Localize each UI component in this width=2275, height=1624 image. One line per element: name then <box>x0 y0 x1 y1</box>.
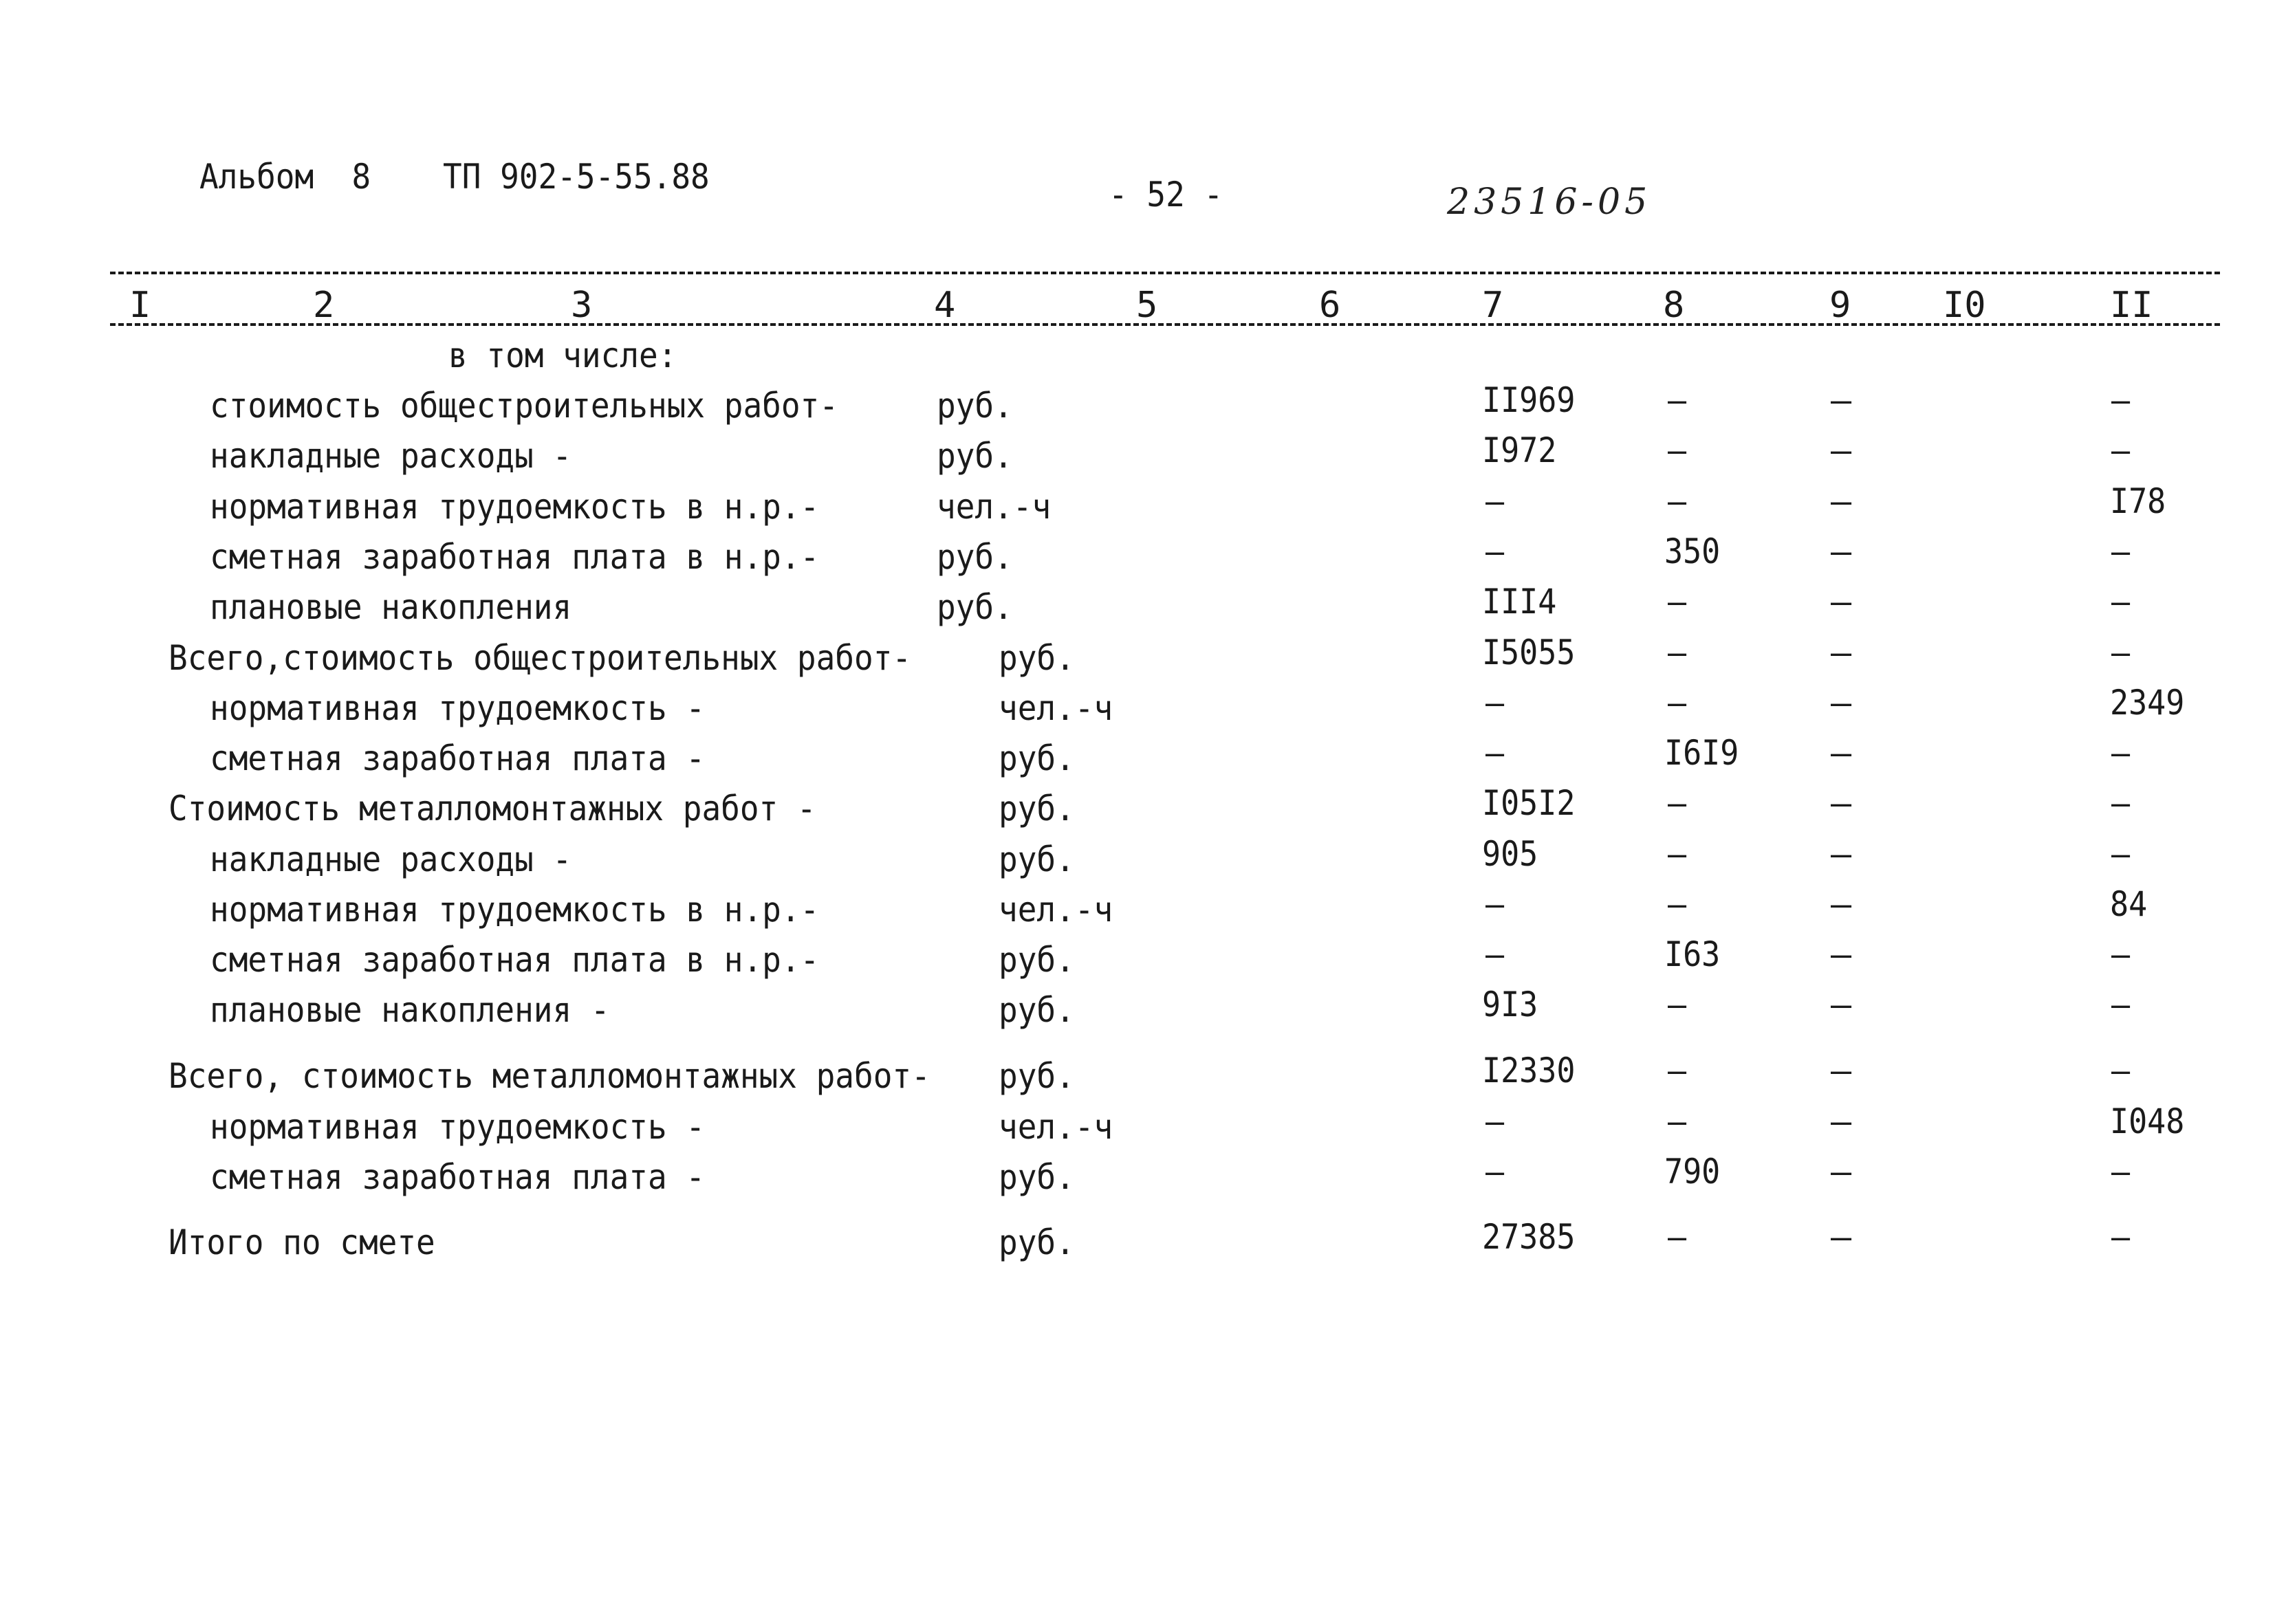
project-code: ТП 902-5-55.88 <box>443 157 710 197</box>
row-label: в том числе: <box>448 336 677 375</box>
row-label: стоимость общестроительных работ- <box>210 386 838 426</box>
column-header-9: 9 <box>1829 285 1851 326</box>
row-value-col11: – <box>2111 934 2131 974</box>
row-value-col7: – <box>1485 481 1505 521</box>
row-unit: руб. <box>999 1222 1075 1262</box>
row-label: накладные расходы - <box>210 840 572 879</box>
row-value-col9: – <box>1831 380 1852 420</box>
row-value-col8: I63 <box>1664 934 1721 974</box>
row-label: плановые накопления <box>210 587 572 627</box>
row-value-col11: – <box>2111 531 2131 571</box>
row-unit: руб. <box>999 840 1075 879</box>
row-value-col11: I78 <box>2110 481 2166 521</box>
row-value-col11: – <box>2111 1152 2131 1192</box>
row-value-col9: – <box>1831 683 1852 723</box>
row-value-col11: – <box>2111 582 2131 622</box>
row-label: плановые накопления - <box>210 990 610 1030</box>
row-value-col7: I05I2 <box>1482 783 1576 823</box>
column-header-4: 4 <box>934 285 956 326</box>
row-value-col11: – <box>2111 430 2131 470</box>
row-label: нормативная трудоемкость - <box>210 1107 706 1147</box>
row-value-col7: – <box>1485 884 1505 924</box>
row-unit: руб. <box>937 436 1013 476</box>
row-value-col8: – <box>1668 834 1687 874</box>
row-value-col8: – <box>1668 481 1687 521</box>
row-value-col9: – <box>1831 783 1852 823</box>
row-value-col11: – <box>2111 985 2131 1024</box>
row-value-col11: – <box>2111 733 2131 773</box>
row-value-col7: III4 <box>1482 582 1557 622</box>
row-value-col9: – <box>1831 633 1852 672</box>
column-header-3: 3 <box>571 285 593 326</box>
row-label: Всего,стоимость общестроительных работ- <box>168 638 912 678</box>
album-label: Альбом 8 <box>199 157 371 197</box>
column-header-11: II <box>2110 285 2153 326</box>
row-value-col11: 84 <box>2110 884 2148 924</box>
row-value-col11: – <box>2111 783 2131 823</box>
row-value-col7: 9I3 <box>1482 985 1538 1024</box>
row-value-col7: – <box>1485 934 1505 974</box>
row-value-col7: – <box>1485 1101 1505 1141</box>
row-value-col11: – <box>2111 633 2131 672</box>
row-value-col9: – <box>1831 531 1852 571</box>
row-value-col7: – <box>1485 531 1505 571</box>
row-unit: чел.-ч <box>999 1107 1113 1147</box>
row-unit: руб. <box>999 638 1075 678</box>
row-value-col9: – <box>1831 1101 1852 1141</box>
document-code-handwritten: 23516-05 <box>1447 182 1652 223</box>
row-value-col9: – <box>1831 934 1852 974</box>
row-label: Всего, стоимость металломонтажных работ- <box>168 1056 930 1096</box>
row-unit: руб. <box>937 537 1013 577</box>
row-label: сметная заработная плата - <box>210 1157 706 1197</box>
row-value-col11: 2349 <box>2110 683 2185 723</box>
row-value-col7: 905 <box>1482 834 1538 874</box>
row-unit: чел.-ч <box>999 890 1113 930</box>
row-value-col11: – <box>2111 380 2131 420</box>
row-unit: чел.-ч <box>999 688 1113 728</box>
row-value-col7: – <box>1485 1152 1505 1192</box>
row-value-col9: – <box>1831 834 1852 874</box>
row-label: накладные расходы - <box>210 436 572 476</box>
row-value-col9: – <box>1831 985 1852 1024</box>
row-label: сметная заработная плата - <box>210 738 706 778</box>
row-value-col8: 790 <box>1664 1152 1721 1192</box>
row-unit: руб. <box>937 587 1013 627</box>
row-value-col11: I048 <box>2110 1101 2185 1141</box>
column-header-2: 2 <box>313 285 335 326</box>
row-value-col7: I5055 <box>1482 633 1576 672</box>
row-value-col8: – <box>1668 683 1687 723</box>
row-value-col8: – <box>1668 884 1687 924</box>
column-header-6: 6 <box>1319 285 1341 326</box>
row-label: сметная заработная плата в н.р.- <box>210 537 820 577</box>
column-header-10: I0 <box>1943 285 1986 326</box>
row-value-col8: – <box>1668 1217 1687 1257</box>
row-value-col9: – <box>1831 582 1852 622</box>
row-value-col9: – <box>1831 481 1852 521</box>
row-value-col8: – <box>1668 582 1687 622</box>
row-unit: руб. <box>937 386 1013 426</box>
row-label: нормативная трудоемкость - <box>210 688 706 728</box>
row-value-col7: II969 <box>1482 380 1576 420</box>
row-label: нормативная трудоемкость в н.р.- <box>210 890 820 930</box>
row-value-col9: – <box>1831 1217 1852 1257</box>
row-value-col9: – <box>1831 1051 1852 1090</box>
column-header-5: 5 <box>1136 285 1158 326</box>
row-label: нормативная трудоемкость в н.р.- <box>210 487 820 527</box>
row-value-col9: – <box>1831 733 1852 773</box>
row-unit: чел.-ч <box>937 487 1052 527</box>
row-unit: руб. <box>999 990 1075 1030</box>
row-value-col8: – <box>1668 633 1687 672</box>
header-rule-top <box>110 272 2220 274</box>
row-unit: руб. <box>999 1056 1075 1096</box>
header-rule-bottom <box>110 323 2220 326</box>
row-value-col7: – <box>1485 733 1505 773</box>
row-value-col11: – <box>2111 1217 2131 1257</box>
page-number: - 52 - <box>1109 175 1223 215</box>
row-value-col8: 350 <box>1664 531 1721 571</box>
row-value-col9: – <box>1831 884 1852 924</box>
row-value-col7: – <box>1485 683 1505 723</box>
row-unit: руб. <box>999 789 1075 829</box>
row-value-col9: – <box>1831 430 1852 470</box>
row-value-col11: – <box>2111 834 2131 874</box>
row-value-col8: – <box>1668 985 1687 1024</box>
column-header-7: 7 <box>1482 285 1504 326</box>
row-value-col8: – <box>1668 1051 1687 1090</box>
row-value-col8: – <box>1668 380 1687 420</box>
row-value-col7: I2330 <box>1482 1051 1576 1090</box>
column-header-8: 8 <box>1663 285 1685 326</box>
row-label: Стоимость металломонтажных работ - <box>168 789 816 829</box>
row-value-col8: I6I9 <box>1664 733 1739 773</box>
row-unit: руб. <box>999 738 1075 778</box>
row-unit: руб. <box>999 940 1075 980</box>
row-value-col9: – <box>1831 1152 1852 1192</box>
row-value-col8: – <box>1668 430 1687 470</box>
row-value-col11: – <box>2111 1051 2131 1090</box>
row-value-col7: 27385 <box>1482 1217 1576 1257</box>
row-label: Итого по смете <box>168 1222 435 1262</box>
row-label: сметная заработная плата в н.р.- <box>210 940 820 980</box>
row-value-col8: – <box>1668 1101 1687 1141</box>
row-unit: руб. <box>999 1157 1075 1197</box>
row-value-col7: I972 <box>1482 430 1557 470</box>
column-header-1: I <box>129 285 151 326</box>
row-value-col8: – <box>1668 783 1687 823</box>
